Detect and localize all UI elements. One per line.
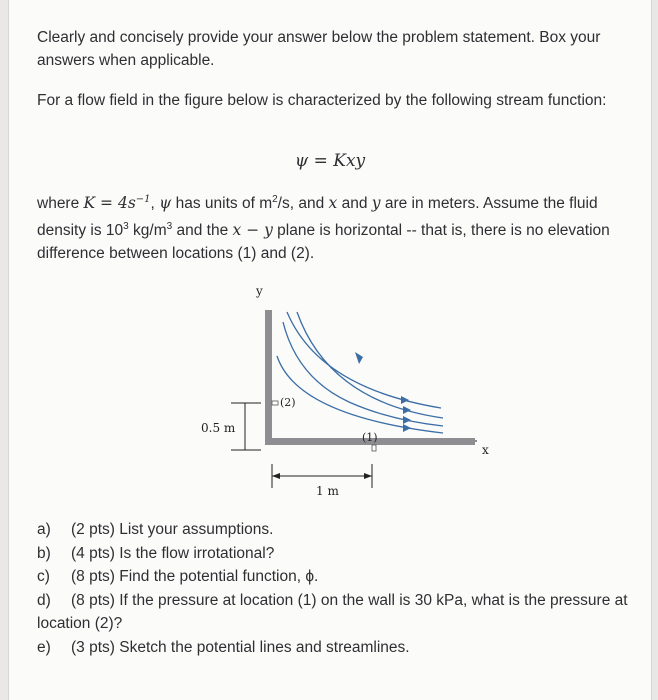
question-item: e) (3 pts) Sketch the potential lines and streamlines.	[37, 638, 410, 656]
point-1-label: (1)	[362, 431, 378, 444]
question-item: d) (8 pts) If the pressure at location (1) on the wall is 30 kPa, what is the pressure at location (2)?	[37, 591, 628, 632]
height-dimension	[231, 403, 261, 450]
streamline-1	[287, 312, 441, 408]
height-dimension-label: 0.5 m	[201, 421, 236, 435]
flow-arrow	[403, 416, 411, 424]
tap-2	[272, 401, 278, 405]
question-list	[37, 518, 637, 659]
instructions-text: Clearly and concisely provide your answer below the problem statement. Box your answers when applicable.	[37, 29, 601, 69]
where-paragraph: where $K = 4s^{-1}$, ψ has units of $m^2/s$, and x and y are in meters. Assume the fluid density is $10^3$ $kg/m^3$ and the x − y plane is horizontal -- that is, there is no elevation difference between locations (1) and (2).	[37, 194, 610, 263]
y-axis-label: y	[256, 284, 263, 298]
streamline-2	[297, 312, 443, 418]
question-item: a) (2 pts) List your assumptions.	[37, 521, 274, 538]
question-item: b) (4 pts) Is the flow irrotational?	[37, 544, 275, 562]
streamline-4	[277, 356, 443, 433]
flow-arrow	[403, 406, 411, 414]
question-item: c) (8 pts) Find the potential function, ϕ.	[37, 568, 319, 585]
flow-field-figure	[179, 278, 499, 503]
streamlines	[277, 312, 443, 433]
flow-arrow	[403, 424, 411, 432]
point-2-label: (2)	[280, 396, 296, 409]
stream-function-equation: ψ = Kxy	[294, 151, 366, 171]
intro-text: For a flow field in the figure below is characterized by the following stream function:	[37, 92, 607, 109]
x-axis-label: x	[482, 443, 489, 457]
flow-arrow	[355, 352, 363, 364]
tap-1	[372, 445, 376, 451]
document-page	[8, 0, 652, 700]
vertical-wall	[265, 310, 272, 445]
streamline-3	[283, 322, 443, 426]
width-dimension-label: 1 m	[316, 484, 339, 498]
flow-arrow	[401, 396, 409, 404]
